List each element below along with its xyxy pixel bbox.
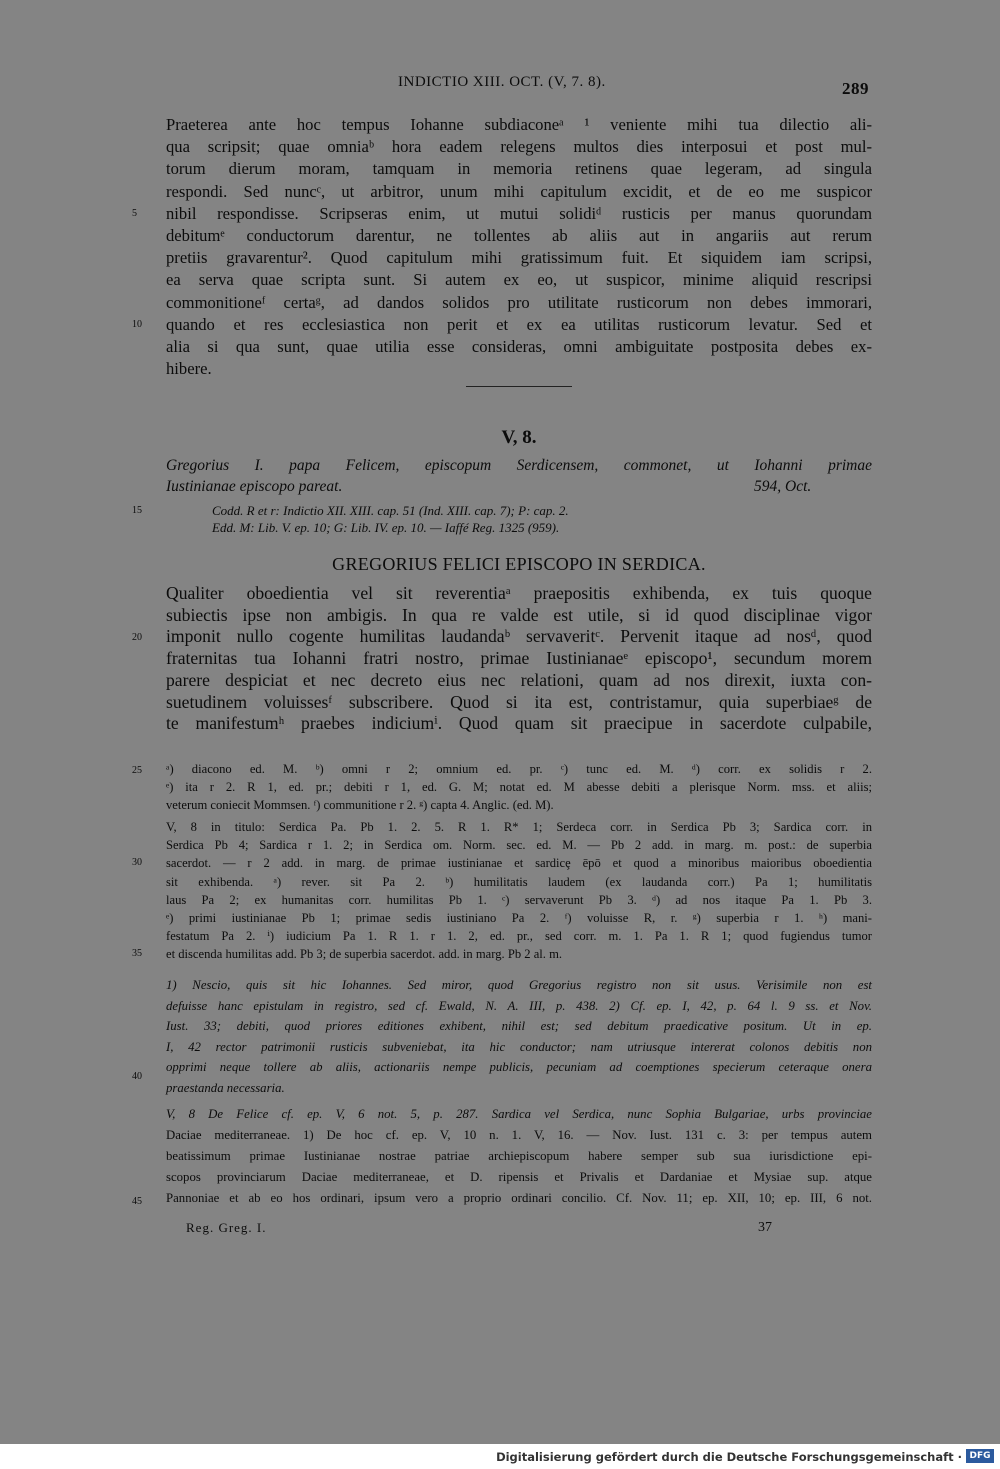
letter-date: 594, Oct. — [754, 478, 812, 495]
apparatus-line: laus Pa 2; ex humanitas corr. humilitas Pb 1. ᶜ) servaverunt Pb 3. ᵈ) ad nos itaque Pa 1. Pb 3. — [166, 892, 872, 907]
note-line: V, 8 De Felice cf. ep. V, 6 not. 5, p. 287. Sardica vel Serdica, nunc Sophia Bulgariae, urbs provinciae — [166, 1107, 872, 1121]
text-line: nibil respondisse. Scripseras enim, ut mutui solidiᵈ rusticis per manus quorundam — [166, 203, 872, 223]
note-line: scopos provinciarum Daciae mediterraneae, et D. ripensis et Privalis et Dardaniae et Mysiae sup. atque — [166, 1170, 872, 1184]
text-line: Praeterea ante hoc tempus Iohanne subdiaconeᵃ ¹ veniente mihi tua dilectio ali- — [166, 115, 872, 134]
apparatus-line: sit exhibenda. ᵃ) rever. sit Pa 2. ᵇ) humilitatis laudem (ex laudanda corr.) Pa 1; humilitatis — [166, 874, 872, 889]
note-line: praestanda necessaria. — [166, 1080, 285, 1095]
note-line: Daciae mediterraneae. 1) De hoc cf. ep. V, 10 n. 1. V, 16. — Nov. Iust. 131 c. 3: per tempus autem — [166, 1128, 872, 1142]
text-line: respondi. Sed nuncᶜ, ut arbitror, unum mihi capitulum excidit, et de eo me suspicor — [166, 181, 872, 201]
critical-apparatus-letter-8 — [166, 818, 872, 964]
apparatus-line: Serdica Pb 4; Sardica r 1. 2; in Serdica om. Norm. sec. ed. M. — Pb 2 add. in marg. m. post.: de superbia — [166, 838, 872, 853]
text-line: Qualiter oboedientia vel sit reverentiaᵃ praepositis exhibenda, ex tuis quoque — [166, 583, 872, 603]
dfg-logo-icon: DFG — [966, 1449, 994, 1463]
text-line: alia si qua sunt, quae utilia esse consideras, omni ambiguitate postposita debes ex- — [166, 337, 872, 357]
text-line: ea serva quae scripta sunt. Si autem ex eo, ut suspicor, minime aliquid rescripsi — [166, 270, 872, 290]
codices-line: Edd. M: Lib. V. ep. 10; G: Lib. IV. ep. 10. — Iaffé Reg. 1325 (959). — [212, 520, 560, 535]
text-line: fraternitas tua Iohanni fratri nostro, primae Iustinianaeᵉ episcopo¹, secundum morem — [166, 648, 872, 669]
line-number: 20 — [132, 632, 142, 643]
line-number: 35 — [132, 948, 142, 959]
text-line: pretiis gravarentur². Quod capitulum mihi gratissimum fuit. Et siquidem iam scripsi, — [166, 248, 872, 268]
section-divider — [466, 386, 572, 387]
line-number: 10 — [132, 319, 142, 330]
note-line: I, 42 rector patrimonii rusticis subveniebat, ita hic conductor; nam utriusque intererat colonos debitis non — [166, 1039, 872, 1054]
line-number: 5 — [132, 208, 137, 219]
apparatus-line: V, 8 in titulo: Serdica Pa. Pb 1. 2. 5. R 1. R* 1; Serdeca corr. in Serdica Pb 3; Sardica corr. in — [166, 820, 872, 834]
line-number: 15 — [132, 505, 142, 516]
note-line: opprimi neque tollere ab aliis, actionariis nempe publicis, pecuniam ad coemptiones specierum ceteraque onera — [166, 1060, 872, 1075]
signature-label: Reg. Greg. I. — [186, 1220, 267, 1235]
codices-line: Codd. R et r: Indictio XII. XIII. cap. 51 (Ind. XIII. cap. 7); P: cap. 2. — [212, 503, 569, 518]
note-line: defuisse hanc epistulam in registro, sed cf. Ewald, N. A. III, p. 438. 2) Cf. ep. I, 42, p. 64 l. 9 ss. et Nov. — [166, 998, 872, 1013]
text-line: suetudinem voluissesᶠ subscribere. Quod si ita est, contristamur, quia superbiaeᵍ de — [166, 691, 872, 712]
note-line: Pannoniae et ab eo hos ordinari, ipsum vero a proprio ordinari concilio. Cf. Nov. 11; ep. XII, 10; ep. III, 6 not. — [166, 1191, 872, 1205]
line-number: 30 — [132, 857, 142, 868]
summary-line: Gregorius I. papa Felicem, episcopum Serdicensem, commonet, ut Iohanni primae — [166, 457, 872, 474]
apparatus-line: ᵃ) diacono ed. M. ᵇ) omni r 2; omnium ed. pr. ᶜ) tunc ed. M. ᵈ) corr. ex solidis r 2. — [166, 762, 872, 776]
funding-bar — [0, 1444, 1000, 1469]
text-line: hibere. — [166, 359, 212, 379]
signature-number: 37 — [758, 1220, 772, 1235]
summary-line: Iustinianae episcopo pareat. — [166, 478, 343, 495]
apparatus-line: sacerdot. — r 2 add. in marg. de primae iustinianae et sardicȩ ēpō et quod a minoribus maioribus oboedientia — [166, 856, 872, 871]
text-line: parere despiciat et nec decreto eius nec relationi, quam ad nos direxit, iuxta con- — [166, 669, 872, 690]
apparatus-line: et discenda humilitas add. Pb 3; de superbia sacerdot. add. in marg. Pb 2 al. m. — [166, 947, 563, 962]
line-number: 40 — [132, 1071, 142, 1082]
historical-notes-letter-7 — [166, 975, 872, 1099]
line-number: 45 — [132, 1196, 142, 1207]
text-line: torum dierum moram, tamquam in memoria retinens quae legeram, ad singula — [166, 159, 872, 179]
note-line: 1) Nescio, quis sit hic Iohannes. Sed miror, quod Gregorius registro non sit usus. Verisimile non est — [166, 978, 872, 992]
text-line: debitumᵉ conductorum darentur, ne tollentes ab aliis aut in angariis aut rerum — [166, 226, 872, 246]
letter-7-text — [166, 114, 872, 380]
line-number: 25 — [132, 765, 142, 776]
critical-apparatus-letter-7 — [166, 760, 872, 815]
note-line: Iust. 33; debiti, quod priores editiones exhibent, nihil est; sed debitum praedicative positum. Ut in ep. — [166, 1019, 872, 1034]
apparatus-line: ᵉ) primi iustinianae Pb 1; primae sedis iustiniano Pa 2. ᶠ) voluisse R, r. ᵍ) superbia r 1. ʰ) mani- — [166, 911, 872, 926]
letter-8-text — [166, 583, 872, 735]
section-heading: V, 8. — [501, 427, 537, 448]
running-header: INDICTIO XIII. OCT. (V, 7. 8). — [398, 74, 606, 90]
note-line: beatissimum primae Iustinianae nostrae patriae archiepiscopum habere semper sub sua iurisdictione epi- — [166, 1149, 872, 1163]
letter-address: GREGORIUS FELICI EPISCOPO IN SERDICA. — [332, 554, 706, 574]
text-line: qua scripsit; quae omniaᵇ hora eadem relegens multos dies interposui et post mul- — [166, 137, 872, 157]
text-line: quando et res ecclesiastica non perit et ex ea utilitas rusticorum levatur. Sed et — [166, 314, 872, 334]
codices-info — [212, 502, 872, 536]
apparatus-line: festatum Pa 2. ⁱ) iudicium Pa 1. R 1. r 1. 2, ed. pr., sed corr. m. 1. Pa 1. R 1; quod fugiendus tumor — [166, 929, 872, 944]
text-line: subiectis ipse non ambigis. In qua re valde est utile, si id quod disciplinae vigor — [166, 604, 872, 625]
apparatus-line: veterum coniecit Mommsen. ᶠ) communitione r 2. ᵍ) capta 4. Anglic. (ed. M). — [166, 798, 554, 813]
funding-notice: Digitalisierung gefördert durch die Deutsche Forschungsgemeinschaft · — [496, 1450, 962, 1464]
text-line: commonitioneᶠ certaᵍ, ad dandos solidos pro utilitate rusticorum non debes immorari, — [166, 292, 872, 312]
text-line: imponit nullo cogente humilitas laudandaᵇ servaveritᶜ. Pervenit itaque ad nosᵈ, quod — [166, 626, 872, 647]
historical-notes-letter-8 — [166, 1104, 872, 1209]
page-number: 289 — [842, 79, 869, 98]
text-line: te manifestumʰ praebes indiciumⁱ. Quod quam sit praecipue in sacerdote culpabile, — [166, 713, 872, 734]
apparatus-line: ᵉ) ita r 2. R 1, ed. pr.; debiti r 1, ed. G. M; notat ed. M abesse debiti a plerisque Norm. mss. et aliis; — [166, 780, 872, 795]
